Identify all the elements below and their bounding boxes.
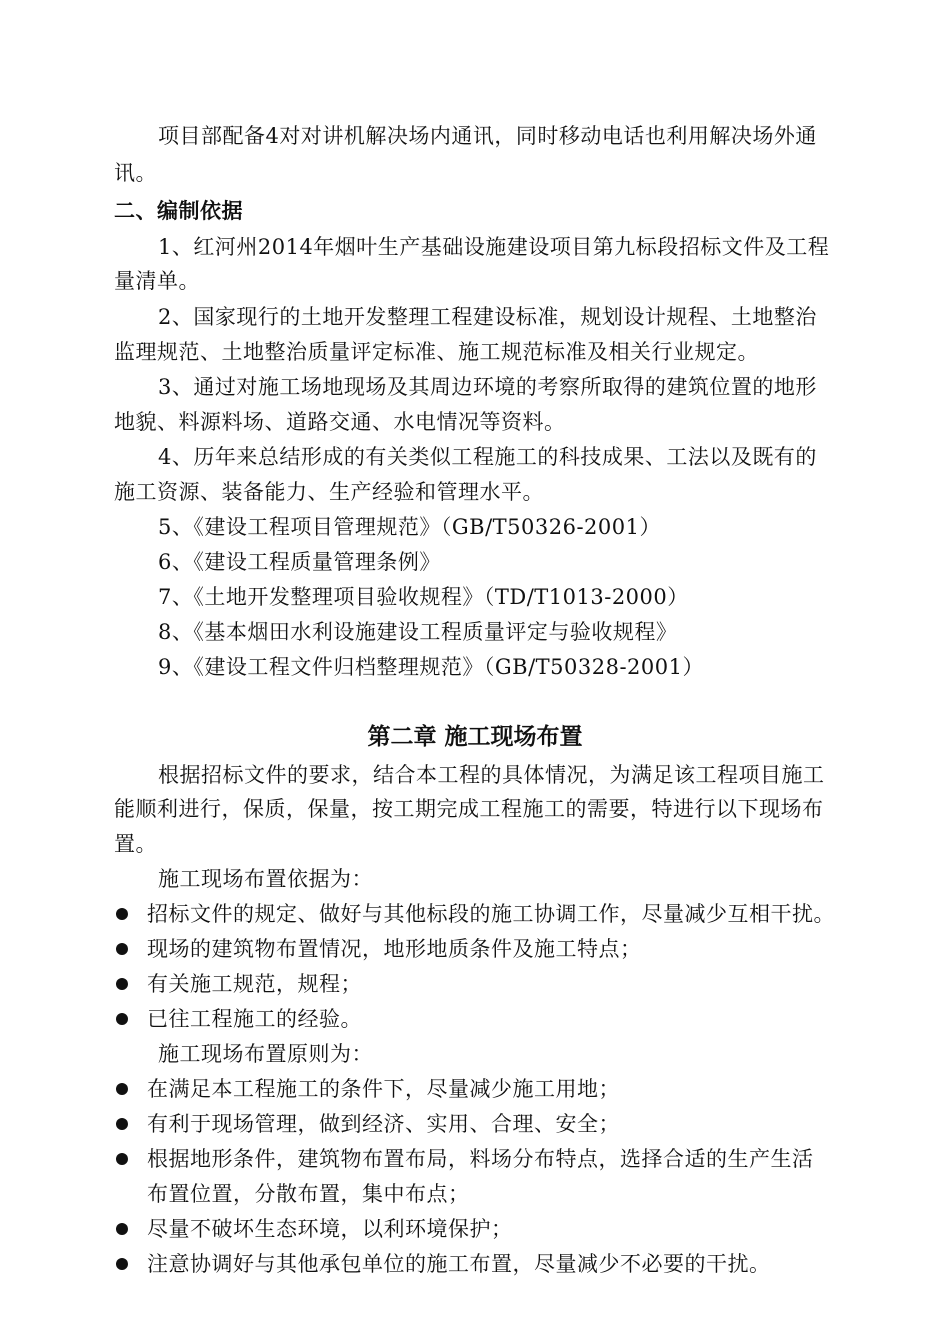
bullet-icon <box>116 978 128 990</box>
bullet-icon <box>116 908 128 920</box>
basis-item-9: 9、《建设工程文件归档整理规范》（GB/T50328-2001） <box>158 655 704 679</box>
bullet-icon <box>116 1118 128 1130</box>
chapter-intro-line: 置。 <box>114 832 157 856</box>
basis-heading: 施工现场布置依据为： <box>158 867 373 891</box>
bullet-icon <box>116 1223 128 1235</box>
section-heading: 二、编制依据 <box>114 198 243 223</box>
basis-item-7: 7、《土地开发整理项目验收规程》（TD/T1013-2000） <box>158 585 689 609</box>
basis-item-3-cont: 地貌、料源料场、道路交通、水电情况等资料。 <box>114 410 566 434</box>
basis-item-5: 5、《建设工程项目管理规范》（GB/T50326-2001） <box>158 515 661 539</box>
bullet-icon <box>116 1258 128 1270</box>
principle-bullet-item: 根据地形条件，建筑物布置布局，料场分布特点，选择合适的生产生活 <box>147 1147 814 1171</box>
bullet-icon <box>116 1013 128 1025</box>
basis-item-3: 3、通过对施工场地现场及其周边环境的考察所取得的建筑位置的地形 <box>158 375 817 399</box>
principle-bullet-item: 在满足本工程施工的条件下，尽量减少施工用地； <box>147 1077 620 1101</box>
principle-bullet-item: 有利于现场管理，做到经济、实用、合理、安全； <box>147 1112 620 1136</box>
principle-heading: 施工现场布置原则为： <box>158 1042 373 1066</box>
basis-item-1: 1、红河州2014年烟叶生产基础设施建设项目第九标段招标文件及工程 <box>158 235 830 259</box>
bullet-icon <box>116 943 128 955</box>
chapter-intro-line: 根据招标文件的要求，结合本工程的具体情况，为满足该工程项目施工 <box>158 763 825 787</box>
basis-bullet-item: 有关施工规范，规程； <box>147 972 362 996</box>
chapter-title: 第二章 施工现场布置 <box>367 723 583 750</box>
basis-item-8: 8、《基本烟田水利设施建设工程质量评定与验收规程》 <box>158 620 678 644</box>
basis-bullet-item: 招标文件的规定、做好与其他标段的施工协调工作，尽量减少互相干扰。 <box>147 902 835 926</box>
bullet-icon <box>116 1153 128 1165</box>
principle-bullet-item: 注意协调好与其他承包单位的施工布置，尽量减少不必要的干扰。 <box>147 1252 771 1276</box>
bullet-icon <box>116 1083 128 1095</box>
basis-item-2-cont: 监理规范、土地整治质量评定标准、施工规范标准及相关行业规定。 <box>114 340 759 364</box>
paragraph-line: 项目部配备4对对讲机解决场内通讯，同时移动电话也利用解决场外通 <box>158 124 817 148</box>
principle-bullet-item: 尽量不破坏生态环境，以利环境保护； <box>147 1217 513 1241</box>
chapter-intro-line: 能顺利进行，保质，保量，按工期完成工程施工的需要，特进行以下现场布 <box>114 797 824 821</box>
principle-bullet-item-cont: 布置位置，分散布置，集中布点； <box>147 1182 470 1206</box>
basis-bullet-item: 已往工程施工的经验。 <box>147 1007 362 1031</box>
paragraph-line: 讯。 <box>114 161 157 185</box>
basis-item-6: 6、《建设工程质量管理条例》 <box>158 550 441 574</box>
basis-bullet-item: 现场的建筑物布置情况，地形地质条件及施工特点； <box>147 937 642 961</box>
basis-item-4-cont: 施工资源、装备能力、生产经验和管理水平。 <box>114 480 544 504</box>
basis-item-2: 2、国家现行的土地开发整理工程建设标准，规划设计规程、土地整治 <box>158 305 817 329</box>
basis-item-1-cont: 量清单。 <box>114 269 200 293</box>
basis-item-4: 4、历年来总结形成的有关类似工程施工的科技成果、工法以及既有的 <box>158 445 817 469</box>
